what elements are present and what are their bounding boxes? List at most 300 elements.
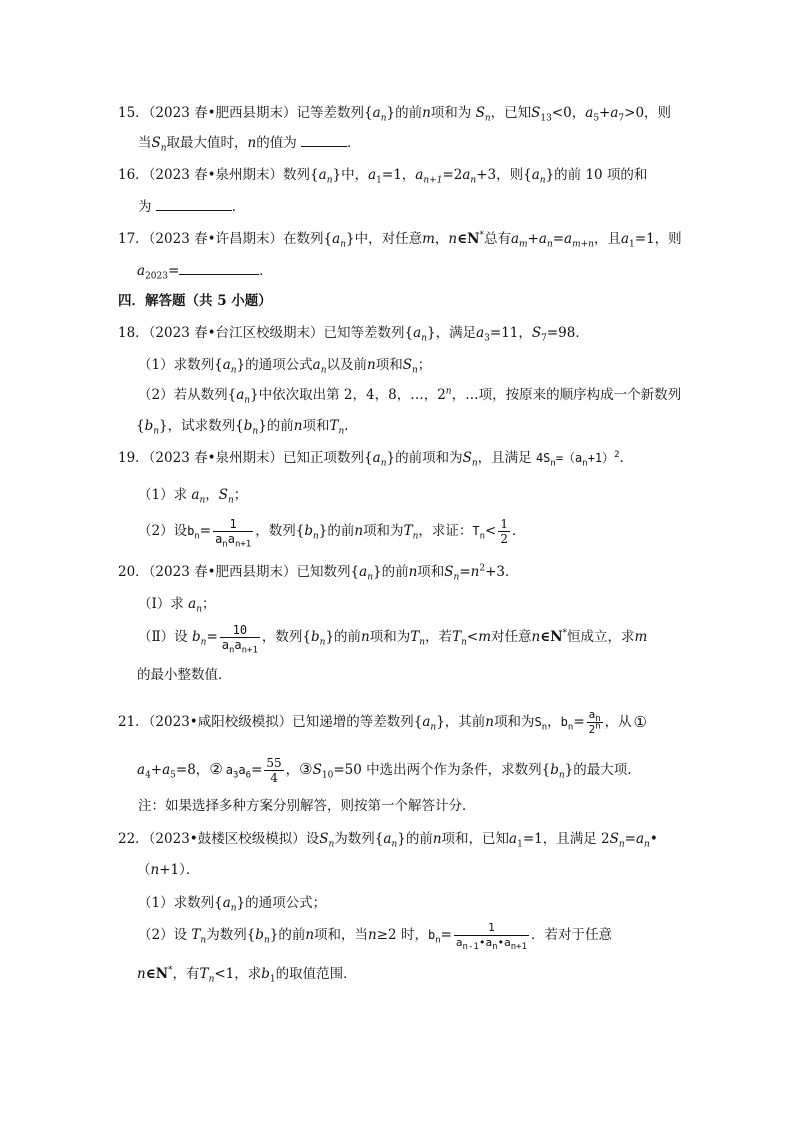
q22-text: 项和，已知 xyxy=(441,831,510,847)
q17-text: }中，对任意 xyxy=(346,231,423,247)
var-n: n xyxy=(448,231,458,247)
q22-text: 为数列{ xyxy=(206,927,256,943)
q20-text: 对任意 xyxy=(491,629,532,645)
sub-n: n xyxy=(228,645,235,656)
sub-n: n xyxy=(326,175,333,186)
question-15-line-2: 当$S_n$取最大值时，n的值为 ． xyxy=(138,132,361,153)
q19-fraction xyxy=(213,517,253,550)
q19-text: ，且满足 xyxy=(477,450,532,466)
sub-n: n xyxy=(222,539,228,550)
sub-n: n xyxy=(421,333,427,344)
numerator: 1 xyxy=(488,921,495,934)
sub-n: n xyxy=(558,770,565,781)
var-n: n xyxy=(305,927,315,943)
var-n: n xyxy=(293,418,303,434)
sub-n: n xyxy=(153,426,160,437)
sub-5: 5 xyxy=(170,770,176,781)
sub-n: n xyxy=(338,426,345,437)
q18-text: }的前 xyxy=(258,418,294,434)
denominator xyxy=(587,722,603,737)
q22-text: （2）设 xyxy=(138,927,188,943)
q18-text: ； xyxy=(417,357,432,373)
q21-text: =8， xyxy=(175,762,210,778)
var-S: S xyxy=(609,831,619,847)
var-n: n xyxy=(408,564,418,580)
sub-n: n xyxy=(412,531,419,542)
q16-text: =2 xyxy=(442,167,463,183)
q18-text: 项和 xyxy=(302,418,330,434)
q22-text: =1，且满足 2 xyxy=(522,831,610,847)
var-a: a xyxy=(137,762,146,778)
var-S xyxy=(534,715,548,733)
var-b: b xyxy=(550,762,559,778)
q21-text: 已知递增的等差数列{ xyxy=(292,714,423,730)
sub-n: n xyxy=(550,458,556,469)
question-18-part-2-cont xyxy=(136,416,358,436)
sub-n: n xyxy=(228,495,234,506)
q22-text: （1）求数列{ xyxy=(138,895,223,911)
q18-text: }中依次取出第 2，4，8，…，2 xyxy=(250,387,446,403)
sub-1: 1 xyxy=(629,239,635,250)
q18-text: ． xyxy=(344,418,358,434)
var-n: n xyxy=(150,862,160,878)
sub-n: n xyxy=(461,637,467,648)
q18-text: 项和 xyxy=(375,357,403,373)
q18-text: 以及前 xyxy=(326,357,367,373)
sub-n: n xyxy=(196,604,202,615)
var-S: S xyxy=(531,325,542,341)
var-S: S xyxy=(218,487,228,503)
q17-answer-blank[interactable] xyxy=(179,260,259,275)
sub-n: n xyxy=(618,839,625,850)
q15-text: >0，则 xyxy=(624,105,672,121)
q16-answer-blank[interactable] xyxy=(156,196,232,211)
sub-n-minus-1: n-1 xyxy=(462,942,479,953)
q22-text: }的通项公式； xyxy=(236,895,327,911)
sup-star: * xyxy=(168,965,173,976)
q19-text: ； xyxy=(233,487,248,503)
sub-m-plus-n: m+n xyxy=(572,239,594,250)
sub-n: n xyxy=(595,714,601,725)
var-b: b xyxy=(191,629,201,645)
q15-source: 15．（2023 春•肥西县期末） xyxy=(118,105,297,121)
q21-source: 21．（2023•咸阳校级模拟） xyxy=(118,714,293,730)
question-19-line-1 xyxy=(118,448,633,468)
var-a: a xyxy=(312,357,321,373)
var-S: S xyxy=(312,762,322,778)
q16-text: =1， xyxy=(381,167,416,183)
question-19-part-1 xyxy=(138,485,247,505)
question-19-part-2 xyxy=(138,517,526,550)
sub-n: n xyxy=(546,239,553,250)
denominator xyxy=(213,531,253,550)
var-S: S xyxy=(534,715,542,729)
sub-13: 13 xyxy=(540,113,552,124)
q18-text: ，…项，按原来的顺序构成一个新数列 xyxy=(451,387,682,403)
formula-part: =（a xyxy=(555,451,583,465)
q15-text: 当 xyxy=(138,135,152,151)
var-a: a xyxy=(215,532,223,546)
q17-source: 17．（2023 春•许昌期末） xyxy=(118,231,284,247)
q19-condition-formula xyxy=(535,450,620,469)
sub-n: n xyxy=(252,426,259,437)
var-a: a xyxy=(372,105,381,121)
q21-text: ，从 xyxy=(604,714,632,730)
var-n: n xyxy=(422,105,431,121)
q22-source: 22．（2023•鼓楼区校级模拟） xyxy=(118,831,306,847)
q21-text: ， xyxy=(547,714,561,730)
sub-6: 6 xyxy=(245,770,252,781)
equals: = xyxy=(573,714,585,730)
q20-text: 项和为 xyxy=(369,629,411,645)
sub-n-plus-1: n+1 xyxy=(423,175,443,186)
q21-text: }，其前 xyxy=(436,714,486,730)
var-a: a xyxy=(191,487,200,503)
sub-n: n xyxy=(230,365,237,376)
numerator: 55 xyxy=(266,756,282,770)
var-b: b xyxy=(304,523,313,539)
var-a: a xyxy=(509,831,518,847)
q15-text: 取最大值时， xyxy=(166,135,248,151)
var-n: n xyxy=(432,831,442,847)
var-a: a xyxy=(372,450,381,466)
sub-n: n xyxy=(194,531,200,542)
var-a: a xyxy=(236,387,245,403)
question-21-line-1 xyxy=(118,707,649,737)
q20-text: ，数列{ xyxy=(261,629,311,645)
q15-text: }的前 xyxy=(386,105,423,121)
sub-n: n xyxy=(367,572,373,583)
sub-4: 4 xyxy=(145,770,151,781)
question-20-line-1 xyxy=(118,562,519,582)
var-n: n xyxy=(367,357,376,373)
var-n: n xyxy=(247,135,257,151)
var-T: T xyxy=(472,524,480,538)
q19-text: ，数列{ xyxy=(255,523,305,539)
q17-text: 总有 xyxy=(483,231,511,247)
q22-text: ，有 xyxy=(172,966,200,982)
var-a: a xyxy=(225,763,233,777)
var-T: T xyxy=(410,629,420,645)
sub-n: n xyxy=(391,839,398,850)
q18-text: （1）求数列{ xyxy=(138,357,223,373)
var-b xyxy=(427,928,441,946)
sub-m: m xyxy=(519,239,528,250)
formula-part: +1） xyxy=(587,451,615,465)
var-S: S xyxy=(319,831,329,847)
sub-7: 7 xyxy=(618,113,625,124)
sup-n: n xyxy=(445,386,452,397)
q22-text: ≥2 时， xyxy=(376,927,428,943)
numerator: 1 xyxy=(500,517,508,531)
var-b: b xyxy=(311,629,320,645)
var-T: T xyxy=(329,418,339,434)
var-a: a xyxy=(222,895,231,911)
var-S: S xyxy=(462,450,472,466)
var-a: a xyxy=(137,263,146,279)
numerator: 1 xyxy=(229,517,237,531)
var-a: a xyxy=(585,105,594,121)
base-2: 2 xyxy=(588,723,596,736)
q22-text: }的前 xyxy=(397,831,433,847)
q18-text: }，满足 xyxy=(427,325,477,341)
question-16-line-1 xyxy=(118,165,647,185)
var-a: a xyxy=(383,831,392,847)
less-than: < xyxy=(485,523,497,539)
var-T xyxy=(472,524,486,542)
sub-n: n xyxy=(541,722,548,733)
sup-star: * xyxy=(562,628,568,639)
var-a: a xyxy=(415,167,424,183)
sub-n: n xyxy=(328,839,335,850)
denominator xyxy=(454,935,529,953)
set-N: ∈N xyxy=(457,231,480,247)
sub-1: 1 xyxy=(517,839,523,850)
q22-text: 的取值范围． xyxy=(275,966,357,982)
var-a: a xyxy=(455,936,463,949)
q16-text: }的前 10 项的和 xyxy=(545,167,648,183)
question-17-line-1: 17．（2023 春•许昌期末）在数列$\{a_n\}$中，对任意m，n∈N*总有$a_m+a_n=a_{m+n}$，且$a_1=1$，则 xyxy=(118,230,682,250)
var-a: a xyxy=(510,231,520,247)
question-17-line-2: $a_{2023}=$ ． xyxy=(137,260,273,281)
denominator: 4 xyxy=(264,770,283,785)
var-a: a xyxy=(227,532,235,546)
var-b xyxy=(187,524,200,542)
var-b: b xyxy=(261,966,270,982)
var-b xyxy=(560,715,574,733)
q18-text: 已知等差数列{ xyxy=(323,325,414,341)
q20-text: = xyxy=(459,564,471,580)
var-T: T xyxy=(199,966,209,982)
sub-n: n xyxy=(200,637,207,648)
q15-text: 的值为 xyxy=(256,135,297,151)
q20-text: ，若 xyxy=(425,629,453,645)
sub-n: n xyxy=(435,935,441,946)
var-S: S xyxy=(402,357,412,373)
q17-text: ， xyxy=(434,231,449,247)
q17-text: = xyxy=(167,263,180,279)
var-n: n xyxy=(485,714,494,730)
q15-text: <0， xyxy=(551,105,586,121)
var-n: n xyxy=(361,629,370,645)
question-22-part-1 xyxy=(138,893,326,913)
var-n: n xyxy=(137,966,146,982)
one-half-fraction xyxy=(498,517,510,546)
question-20-part-2 xyxy=(138,620,647,654)
sup-2: 2 xyxy=(479,563,486,574)
var-b: b xyxy=(187,524,195,538)
fraction-55-4 xyxy=(264,756,283,785)
var-a: a xyxy=(462,167,471,183)
var-a: a xyxy=(359,564,368,580)
var-n: n xyxy=(368,927,377,943)
q15-answer-blank[interactable] xyxy=(301,132,347,147)
q22-text: （ xyxy=(137,862,151,878)
dot: • xyxy=(497,936,505,949)
q19-text: （2）设 xyxy=(138,523,188,539)
sub-n: n xyxy=(539,175,546,186)
q17-text: 在数列{ xyxy=(283,231,333,247)
q19-text: ，求证： xyxy=(418,523,473,539)
plus: + xyxy=(150,762,163,778)
sub-n-plus-1: n+1 xyxy=(510,942,527,953)
sup-2: 2 xyxy=(614,450,620,460)
var-a: a xyxy=(504,936,511,949)
var-n: n xyxy=(470,564,480,580)
q18-text: =11， xyxy=(489,325,532,341)
var-a: a xyxy=(221,638,229,652)
q21-text: =50 中选出两个作为条件，求数列{ xyxy=(333,762,551,778)
q20-text: 恒成立，求 xyxy=(567,629,635,645)
sub-3: 3 xyxy=(484,333,490,344)
sub-n: n xyxy=(582,458,588,469)
sub-7: 7 xyxy=(541,333,547,344)
sub-n: n xyxy=(208,974,215,985)
var-m: m xyxy=(478,629,491,645)
var-n: n xyxy=(354,523,364,539)
sub-n: n xyxy=(419,637,426,648)
q20-text: 项和 xyxy=(417,564,445,580)
circle-two-icon: ② xyxy=(209,760,223,778)
sub-n: n xyxy=(340,239,346,250)
var-S: S xyxy=(444,564,454,580)
q19-text: 项和为 xyxy=(363,523,404,539)
q16-text: 为 xyxy=(138,199,152,215)
denominator xyxy=(220,637,260,656)
sub-n: n xyxy=(411,365,418,376)
var-b: b xyxy=(144,418,154,434)
sub-n: n xyxy=(430,722,437,733)
question-20-part-2-cont: 的最小整数值． xyxy=(137,667,232,683)
question-18-part-2 xyxy=(138,385,681,405)
sup-n: n xyxy=(595,721,601,732)
question-22-part-2-cont xyxy=(137,964,357,984)
question-15-line-1: 15．（2023 春•肥西县期末）记等差数列$\{a_n\}$的前n项和为 $S_n$，已知$S_{13}<0$，$a_5+a_7>0$，则 xyxy=(118,105,672,124)
var-a: a xyxy=(564,231,573,247)
q17-text: ，且 xyxy=(593,231,621,247)
sub-n: n xyxy=(471,458,478,469)
var-b: b xyxy=(255,927,264,943)
question-18-line-1 xyxy=(118,323,589,343)
sub-n: n xyxy=(200,935,207,946)
circle-three-icon: ③ xyxy=(299,760,313,778)
sub-5: 5 xyxy=(593,113,600,124)
q20-source: 20．（2023 春•肥西县期末） xyxy=(118,564,297,580)
sub-2023: 2023 xyxy=(145,271,168,282)
sub-n: n xyxy=(453,572,460,583)
sub-n: n xyxy=(470,175,477,186)
sub-n: n xyxy=(380,458,387,469)
var-a: a xyxy=(188,596,197,612)
q20-text: ； xyxy=(202,596,216,612)
question-21-note: 注：如果选择多种方案分别解答，则按第一个解答计分． xyxy=(138,798,476,814)
q19-text: 已知正项数列{ xyxy=(283,450,373,466)
q20-text: （Ⅱ）设 xyxy=(138,629,188,645)
sub-n: n xyxy=(160,143,167,154)
question-18-part-1 xyxy=(138,355,431,375)
question-20-part-1 xyxy=(138,594,216,614)
q19-text: ， xyxy=(205,487,219,503)
var-T: T xyxy=(191,927,201,943)
var-S: S xyxy=(151,135,161,151)
var-a: a xyxy=(222,357,231,373)
q20-fraction xyxy=(220,623,260,656)
q19-text: }的前 xyxy=(318,523,355,539)
sub-n: n xyxy=(244,395,251,406)
q16-text: }中， xyxy=(332,167,369,183)
q15-text: 项和为 xyxy=(430,105,472,121)
dot: • xyxy=(478,936,486,949)
q20-text: = xyxy=(206,629,218,645)
sub-3: 3 xyxy=(233,770,239,781)
var-S: S xyxy=(531,105,541,121)
q21-text: ， xyxy=(285,762,300,778)
q22-text: <1，求 xyxy=(214,966,262,982)
var-m: m xyxy=(634,629,648,645)
q20-text: 已知数列{ xyxy=(296,564,360,580)
sub-n: n xyxy=(492,942,498,953)
var-a: a xyxy=(476,325,485,341)
q21-bn-fraction xyxy=(587,708,603,737)
sub-n: n xyxy=(479,531,486,542)
var-a: a xyxy=(332,231,341,247)
question-22-part-2 xyxy=(138,918,612,952)
q22-text: +1）． xyxy=(159,862,200,878)
question-22-line-2 xyxy=(137,860,199,880)
q22-text: }的前 xyxy=(269,927,306,943)
sub-1: 1 xyxy=(269,974,276,985)
sub-n: n xyxy=(320,365,327,376)
sub-n: n xyxy=(263,935,270,946)
var-m: m xyxy=(422,231,435,247)
sub-n: n xyxy=(644,839,650,850)
q18-source: 18．（2023 春•台江区校级期末） xyxy=(118,325,324,341)
q20-text: +3． xyxy=(485,564,519,580)
q20-text: }的前 xyxy=(325,629,362,645)
var-a: a xyxy=(538,231,547,247)
question-16-line-2: 为 ． xyxy=(138,196,245,217)
var-a: a xyxy=(620,231,630,247)
q17-text: =1，则 xyxy=(634,231,682,247)
question-21-line-2 xyxy=(137,752,641,787)
q15-text: ，已知 xyxy=(490,105,532,121)
sub-n-plus-1: n+1 xyxy=(234,539,252,550)
denominator: 2 xyxy=(500,532,508,546)
sub-1: 1 xyxy=(376,175,382,186)
q16-text: +3，则{ xyxy=(476,167,532,183)
var-a: a xyxy=(234,638,242,652)
less-than: < xyxy=(466,629,479,645)
q19-text: }的前项和为 xyxy=(386,450,463,466)
sub-n: n xyxy=(199,495,206,506)
var-n: n xyxy=(531,629,541,645)
sub-n: n xyxy=(567,722,574,733)
var-a: a xyxy=(610,105,619,121)
question-22-line-1 xyxy=(118,829,658,849)
numerator: 10 xyxy=(232,623,248,637)
q18-text: =98． xyxy=(546,325,589,341)
var-b: b xyxy=(243,418,253,434)
q15-text: 记等差数列{ xyxy=(296,105,373,121)
var-T: T xyxy=(452,629,462,645)
q22-text: 项和，当 xyxy=(314,927,369,943)
q22-text: ．若对于任意 xyxy=(531,927,612,943)
var-S: S xyxy=(475,105,485,121)
equals: = xyxy=(251,762,263,778)
q22-text: 设 xyxy=(305,831,320,847)
q22-text: 为数列{ xyxy=(334,831,384,847)
set-N: ∈N xyxy=(145,966,169,982)
